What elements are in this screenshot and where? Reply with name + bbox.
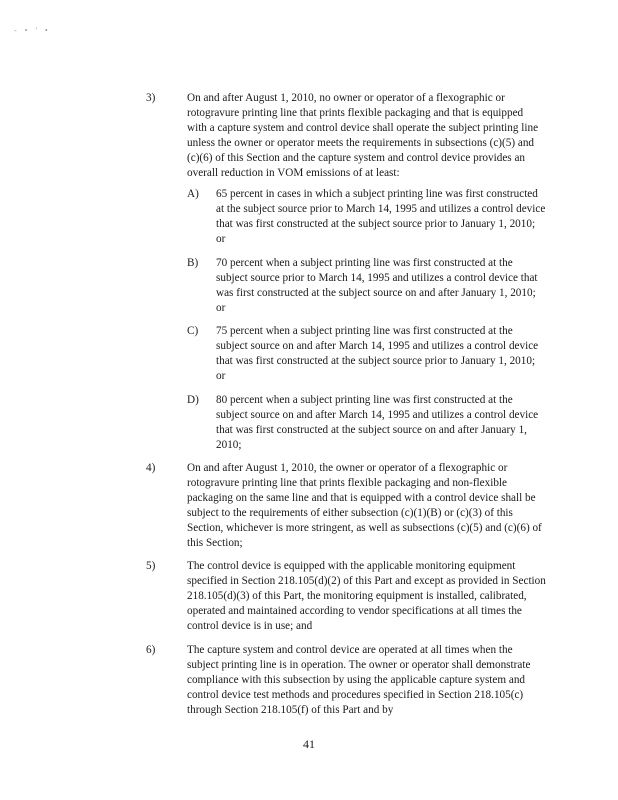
paragraph-label: B) (187, 257, 199, 269)
paragraph-label: 4) (146, 462, 156, 474)
paragraph-label: D) (187, 394, 199, 406)
paragraph-text: The capture system and control device are operated at all times when the subject printing line is in operation. The owner or operator shall demonstrate compliance with this subsection by using the applicable capture system and control device test methods and procedures specified in Section 218.105(c) through Section 218.105(f) of this Part and by (187, 644, 531, 716)
scan-artifact-mark: - • ' • (14, 26, 51, 35)
paragraph-text: 70 percent when a subject printing line was first constructed at the subject source prior to March 14, 1995 and utilizes a control device that was first constructed at the subject source on and after January 1, 2010; or (216, 257, 538, 314)
page-number: 41 (303, 737, 315, 751)
paragraph-text: On and after August 1, 2010, the owner or operator of a flexographic or rotogravure printing line that prints flexible packaging and non-flexible packaging on the same line and that is equipped with a control device shall be subject to the requirements of either subsection (c)(1)(B) or (c)(3) of this Section, whichever is more stringent, as well as subsections (c)(5) and (c)(6) of this Section; (187, 462, 542, 549)
paragraph-text: On and after August 1, 2010, no owner or operator of a flexographic or rotogravure printing line that prints flexible packaging and that is equipped with a capture system and control device shall operate the subject printing line unless the owner or operator meets the requirements in subsections (c)(5) and (c)(6) of this Section and the capture system and control device provides an overall reduction in VOM emissions of at least: (187, 92, 539, 179)
paragraph-text: The control device is equipped with the applicable monitoring equipment specified in Section 218.105(d)(2) of this Part and except as provided in Section 218.105(d)(3) of this Part, the monitoring equipment is installed, calibrated, operated and maintained according to vendor specifications at all times the control device is in use; and (187, 560, 546, 632)
paragraph-text: 75 percent when a subject printing line was first constructed at the subject source on and after March 14, 1995 and utilizes a control device that was first constructed at the subject source prior to January 1, 2010; or (216, 325, 539, 382)
paragraph-label: 3) (146, 92, 156, 104)
paragraph-label: A) (187, 188, 199, 200)
paragraph-label: C) (187, 325, 199, 337)
paragraph-text: 65 percent in cases in which a subject printing line was first constructed at the subject source prior to March 14, 1995 and utilizes a control device that was first constructed at the subject source prior to January 1, 2010; or (216, 188, 546, 245)
paragraph-text: 80 percent when a subject printing line was first constructed at the subject source on and after March 14, 1995 and utilizes a control device that was first constructed at the subject source on and after January 1, 2010; (216, 394, 539, 451)
paragraph-label: 5) (146, 560, 156, 572)
paragraph-label: 6) (146, 644, 156, 656)
